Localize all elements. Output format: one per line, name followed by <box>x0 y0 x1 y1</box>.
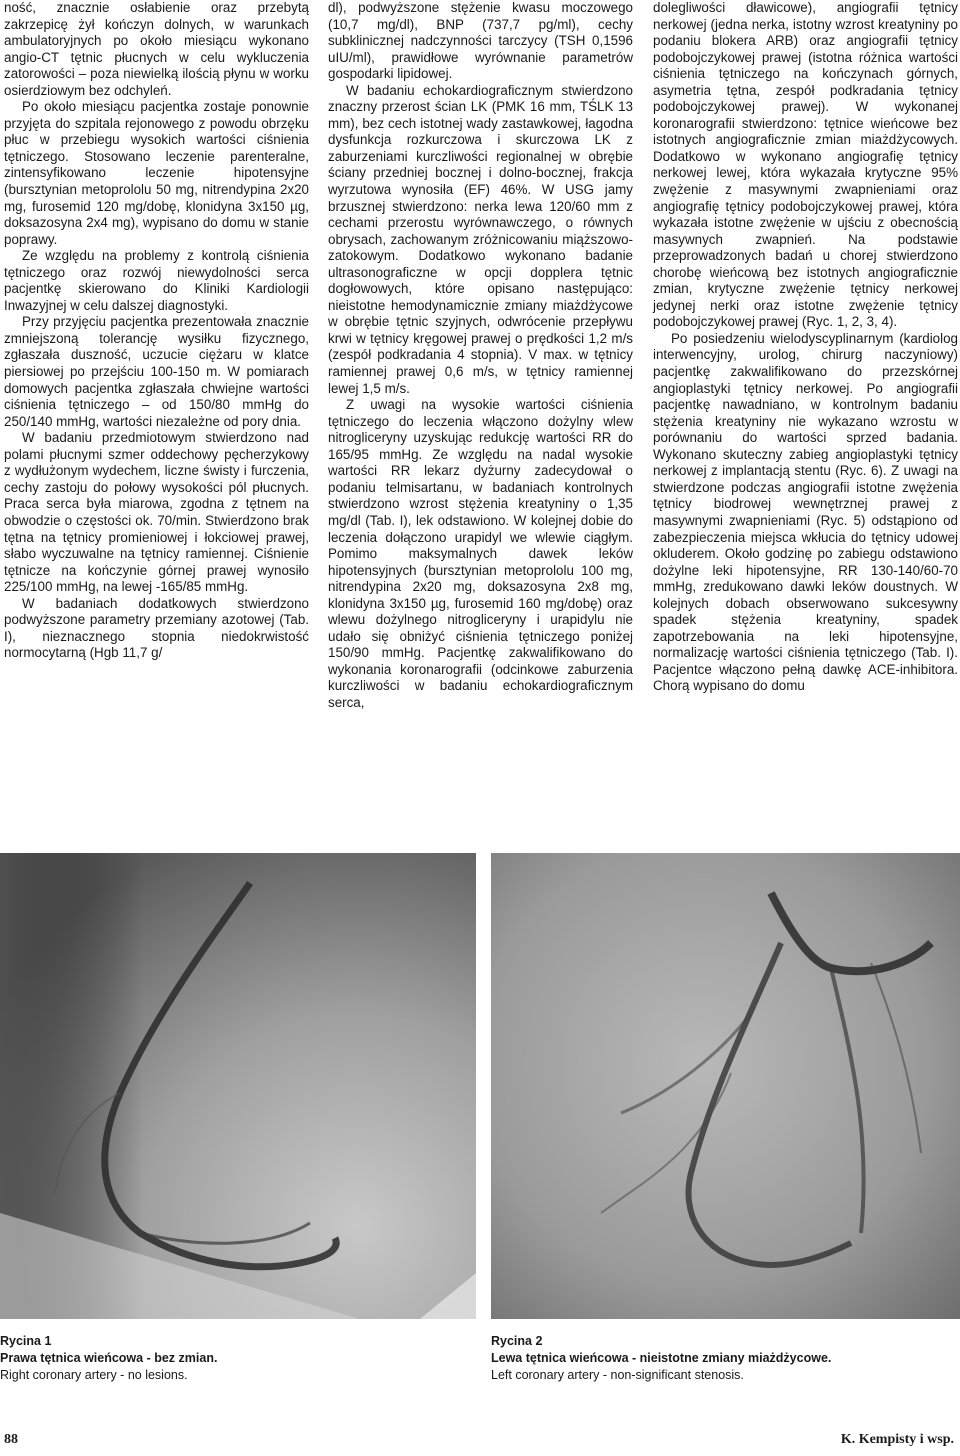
angiogram-lca-image <box>491 853 960 1319</box>
figure-2-caption <box>491 1333 960 1384</box>
paragraph: Z uwagi na wysokie wartości ciśnienia tętniczego do leczenia włączono dożylny wlew nitrogliceryny uzyskując redukcję wartości RR do 165/95 mmHg. Ze względu na nadal wysokie wartości RR lekarz dyżurny zadecydował o podaniu telmisartanu, w badaniach kontrolnych stwierdzono wzrost stężenia kreatyniny o 1,35 mg/dl (Tab. I), lek odstawiono. W kolejnej dobie do leczenia dołączono urapidyl we wlewie ciągłym. Pomimo maksymalnych dawek leków hipotensyjnych (bursztynian metoprololu 100 mg, nitrendypina 2x20 mg, doksazosyna 2x8 mg, klonidyna 3x150 µg, furosemid 160 mg/dobę) oraz wlewu dożylnego nitrogliceryny i urapidylu nie udało się obniżyć ciśnienia tętniczego poniżej 150/90 mmHg. Pacjentkę zakwalifikowano do wykonania koronarografii (odcinkowe zaburzenia kurczliwości w badaniu echokardiograficznym serca, <box>328 397 633 710</box>
paragraph: ność, znacznie osłabienie oraz przebytą zakrzepicę żył kończyn dolnych, w warunkach ambulatoryjnych po około miesiącu wykonano angio-CT tętnic płucnych w celu wykluczenia zatorowości – poza niewielką ilością płynu w worku osierdziowym bez odchyleń. <box>4 0 309 98</box>
figure-2-title-pl: Lewa tętnica wieńcowa - nieistotne zmiany miażdżycowe. <box>491 1351 832 1365</box>
paragraph: Po posiedzeniu wielodyscyplinarnym (kardiolog interwencyjny, urolog, chirurg naczyniowy) pacjentkę zakwalifikowano do przezskórnej angioplastyki tętnicy nerkowej. Po angiografii pacjentkę nawadniano, w kontrolnym badaniu stężenia kreatyniny nie wykazano wzrostu w porównaniu do wartości sprzed badania. Wykonano skuteczny zabieg angioplastyki tętnicy nerkowej z implantacją stentu (Ryc. 6). Z uwagi na stwierdzone podczas angiografii istotne zwężenia tętnicy biodrowej wewnętrznej prawej z masywnymi zwapnieniami (Ryc. 5) odstąpiono od zabezpieczenia miejsca wkłucia do tętnicy udowej okluderem. Około godzinę po zabiegu odstawiono dożylne leki hipotensyjne, RR 130-140/60-70 mmHg, zredukowano dawki leków doustnych. W kolejnych dobach obserwowano sukcesywny spadek stężenia kreatyniny, spadek zapotrzebowania na leki hipotensyjne, normalizację wartości ciśnienia tętniczego (Tab. I). Pacjentce włączono pełną dawkę ACE-inhibitora. Chorą wypisano do domu <box>653 330 958 694</box>
text-column-1 <box>4 0 309 662</box>
figure-2-angiogram-left-coronary <box>491 853 960 1319</box>
paragraph: W badaniu przedmiotowym stwierdzono nad polami płucnymi szmer oddechowy pęcherzykowy z wydłużonym wydechem, liczne świsty i furczenia, cechy zastoju do połowy wysokości pól płucnych. Praca serca była miarowa, zgodna z tętnem na obwodzie o częstości ok. 70/min. Stwierdzono brak tętna na tętnicy promieniowej i łokciowej prawej, słabo wyczuwalne na tętnicy ramiennej. Ciśnienie tętnicze na kończynie górnej prawej wynosiło 225/100 mmHg, na lewej -165/85 mmHg. <box>4 430 309 595</box>
figure-1-angiogram-right-coronary <box>0 853 476 1319</box>
figure-2-label: Rycina 2 <box>491 1334 543 1348</box>
paragraph: dl), podwyższone stężenie kwasu moczowego (10,7 mg/dl), BNP (737,7 pg/ml), cechy subklinicznej nadczynności tarczycy (TSH 0,1596 uIU/ml), prawidłowe wyrównanie parametrów gospodarki lipidowej. <box>328 0 633 82</box>
page-number: 88 <box>4 1432 18 1447</box>
figure-1-label: Rycina 1 <box>0 1334 52 1348</box>
figure-2-title-en: Left coronary artery - non-significant stenosis. <box>491 1368 744 1382</box>
paragraph: W badaniach dodatkowych stwierdzono podwyższone parametry przemiany azotowej (Tab. I), nieznacznego stopnia niedokrwistość normocytarną (Hgb 11,7 g/ <box>4 595 309 661</box>
figure-1-title-pl: Prawa tętnica wieńcowa - bez zmian. <box>0 1351 218 1365</box>
paragraph: Po około miesiącu pacjentka zostaje ponownie przyjęta do szpitala rejonowego z powodu obrzęku płuc w przebiegu wysokich wartości ciśnienia tętniczego. Stosowano leczenie parenteralne, zintensyfikowano leczenie hipotensyjne (bursztynian metoprololu 50 mg, nitrendypina 2x20 mg, furosemid 120 mg/dobę, klonidyna 3x150 µg, doksazosyna 2x4 mg), wypisano do domu w stanie poprawy. <box>4 99 309 247</box>
angiogram-rca-image <box>0 853 476 1319</box>
figure-1-title-en: Right coronary artery - no lesions. <box>0 1368 188 1382</box>
paragraph: W badaniu echokardiograficznym stwierdzono znaczny przerost ścian LK (PMK 16 mm, TŚLK 13 mm), bez cech istotnej wady zastawkowej, łagodna dysfunkcja rozkurczowa i skurczowa LK z zaburzeniami kurczliwości regionalnej w obrębie ściany przedniej bocznej i dolno-bocznej, frakcja wyrzutowa wynosiła (EF) 46%. W USG jamy brzusznej stwierdzono: nerka lewa 120/60 mm z cechami przerostu wyrównawczego, o równych obrysach, zachowanym zróżnicowaniu miąższowo-zatokowym. Dodatkowo wykonano badanie ultrasonograficzne w opcji dopplera tętnic dogłowowych, które opisano następująco: nieistotne hemodynamicznie zmiany miażdżycowe w obrębie tętnic szyjnych, odwrócenie przepływu krwi w tętnicy kręgowej prawej o prędkości 1,2 m/s (zespół podkradania 4 stopnia). V max. w tętnicy ramiennej prawej 0,6 m/s, w tętnicy ramiennej lewej 1,5 m/s. <box>328 82 633 396</box>
paragraph: Przy przyjęciu pacjentka prezentowała znacznie zmniejszoną tolerancję wysiłku fizycznego, zgłaszała duszność, uczucie ciężaru w klatce piersiowej po przejściu 100-150 m. W pomiarach domowych pacjentka zgłaszała chwiejne wartości ciśnienia tętniczego – od 150/80 mmHg do 250/140 mmHg, wartości niezależne od pory dnia. <box>4 314 309 429</box>
text-column-2 <box>328 0 633 712</box>
paragraph: dolegliwości dławicowe), angiografii tętnicy nerkowej (jedna nerka, istotny wzrost kreatyniny po podaniu blokera ARB) oraz angiografii tętnicy podobojczykowej prawej (istotna różnica wartości ciśnienia tętniczego na kończynach górnych, asymetria tętna, zespół podkradania tętnicy podobojczykowej prawej). W wykonanej koronarografii stwierdzono: tętnice wieńcowe bez istotnych angiograficznie zmian miażdżycowych. Dodatkowo w wykonano angiografię tętnicy nerkowej lewej, która wykazała krytyczne 95% zwężenie z masywnymi zwapnieniami oraz angiografię tętnicy podobojczykowej prawej, która wykazała istotne zwężenie w ujściu z obecnością masywnych zwapnień. Na podstawie przeprowadzonych badań u chorej stwierdzono chorobę wieńcową bez istotnych angiograficznie zmian, krytyczne zwężenie tętnicy nerkowej jedynej nerki oraz istotne zwężenie tętnicy podobojczykowej prawej (Ryc. 1, 2, 3, 4). <box>653 0 958 330</box>
text-column-3 <box>653 0 958 695</box>
figure-1-caption <box>0 1333 470 1384</box>
paragraph: Ze względu na problemy z kontrolą ciśnienia tętniczego oraz rozwój niewydolności serca pacjentkę skierowano do Kliniki Kardiologii Inwazyjnej w celu dalszej diagnostyki. <box>4 248 309 313</box>
running-author: K. Kempisty i wsp. <box>840 1432 954 1447</box>
